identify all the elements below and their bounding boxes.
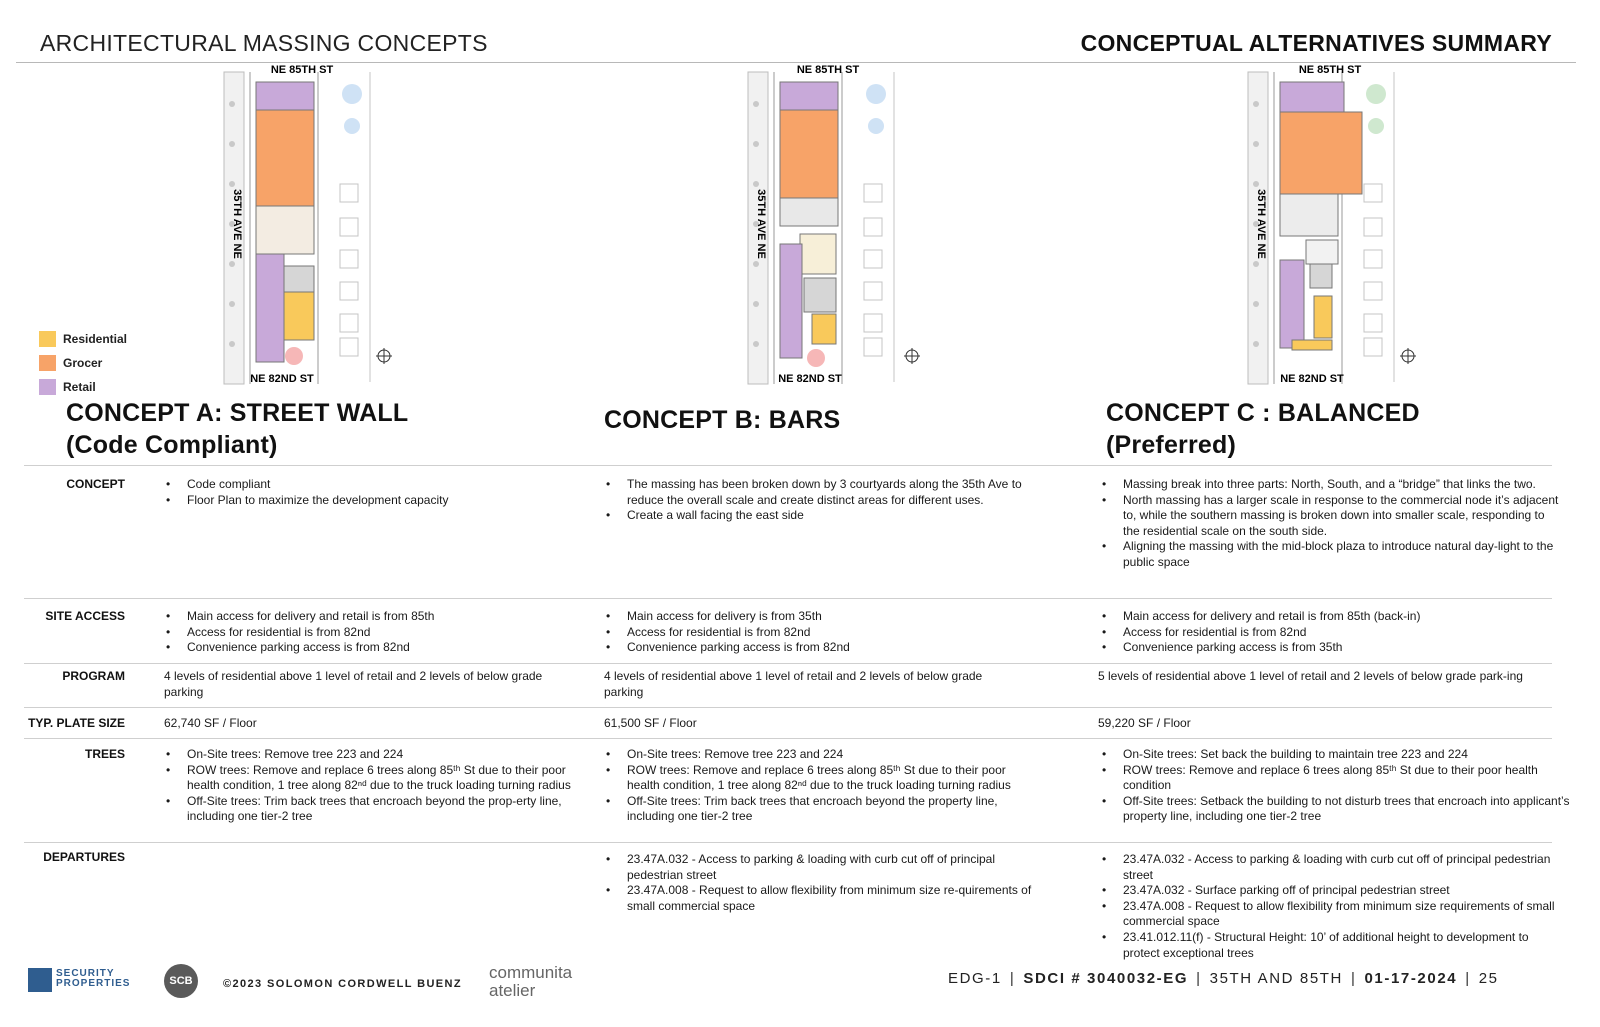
list-item: • 23.47A.008 - Request to allow flexibility from minimum size re-quirements of small commercial space [604,883,1032,914]
security-properties-logo-icon [28,968,52,992]
header-divider [16,62,1576,63]
concept-a-concept-cell [164,477,574,508]
west-street-label: 35TH AVE NE [755,189,767,259]
list-item: • Aligning the massing with the mid-block plaza to introduce natural day-light to the public space [1100,539,1562,570]
list-item: • Access for residential is from 82nd [604,625,1032,641]
list-item: • Main access for delivery is from 35th [604,609,1032,625]
concept-a-trees-cell [164,747,574,825]
concept-a-site-access-cell [164,609,574,656]
south-street-label: NE 82ND ST [1280,373,1344,385]
page-title: CONCEPTUAL ALTERNATIVES SUMMARY [1080,30,1552,56]
footer [0,948,1600,998]
list-item: • North massing has a larger scale in response to the commercial node it’s adjacent to, while the southern massing is broken down into smaller scale, responding to the residential scale on the south side. [1100,493,1562,540]
row-divider [24,598,1552,599]
legend-item-retail [39,375,127,399]
site-plan-concept-b [744,64,956,392]
list-item: • On-Site trees: Set back the building to maintain tree 223 and 224 [1100,747,1570,763]
copyright: ©2023 SOLOMON CORDWELL BUENZ [223,978,463,990]
concept-a-program-cell: 4 levels of residential above 1 level of retail and 2 levels of below grade parking [164,669,543,699]
security-properties-logo: SECURITY PROPERTIES [56,968,131,989]
list-item: • The massing has been broken down by 3 courtyards along the 35th Ave to reduce the overall scale and create distinct areas for different uses. [604,477,1032,508]
south-street-label: NE 82ND ST [778,373,842,385]
legend-item-grocer [39,351,127,375]
north-street-label: NE 85TH ST [270,64,334,76]
concept-a-plate-size-cell: 62,740 SF / Floor [164,716,257,730]
list-item: • 23.47A.008 - Request to allow flexibility from minimum size requirements of small commercial space [1100,899,1566,930]
sdci-number: SDCI # 3040032-EG [1023,970,1189,987]
legend-label: Grocer [63,356,103,370]
grocer-swatch [39,355,56,371]
concept-b-program-cell: 4 levels of residential above 1 level of retail and 2 levels of below grade parking [604,669,983,699]
list-item: • 23.41.012.11(f) - Structural Height: 10’ of additional height to development to protect exceptional trees [1100,930,1566,961]
list-item: • Create a wall facing the east side [604,508,1032,524]
row-label-concept: CONCEPT [66,477,125,491]
west-street-label: 35TH AVE NE [231,189,243,259]
list-item: • Main access for delivery and retail is from 85th [164,609,574,625]
doc-code: EDG-1 [948,970,1002,987]
concept-b-title-line1: CONCEPT B: BARS [604,406,841,434]
concept-c-concept-cell [1100,477,1562,571]
list-item: • 23.47A.032 - Access to parking & loading with curb cut off of principal pedestrian street [1100,852,1566,883]
list-item: • Floor Plan to maximize the development capacity [164,493,574,509]
residential-swatch [39,331,56,347]
row-label-departures: DEPARTURES [43,850,125,864]
scb-logo: SCB [164,964,198,998]
project-name: 35TH AND 85TH [1209,970,1343,987]
list-item: • Access for residential is from 82nd [164,625,574,641]
communita-atelier-logo: communita atelier [489,963,573,1000]
concept-a-title [66,397,408,461]
row-divider [24,465,1552,466]
section-title: ARCHITECTURAL MASSING CONCEPTS [40,30,488,56]
concept-c-title-line2: (Preferred) [1106,431,1237,459]
north-street-label: NE 85TH ST [796,64,860,76]
list-item: • ROW trees: Remove and replace 6 trees along 85ᵗʰ St due to their poor health condition [1100,763,1570,794]
row-divider [24,738,1552,739]
concept-c-plate-size-cell: 59,220 SF / Floor [1098,716,1191,730]
legend-label: Retail [63,380,96,394]
list-item: • Massing break into three parts: North, South, and a “bridge” that links the two. [1100,477,1562,493]
row-label-program: PROGRAM [62,669,125,683]
list-item: • 23.47A.032 - Access to parking & loading with curb cut off of principal pedestrian street [604,852,1032,883]
concept-b-site-access-cell [604,609,1032,656]
list-item: • ROW trees: Remove and replace 6 trees along 85ᵗʰ St due to their poor health condition, 1 tree along 82ⁿᵈ due to the truck loading turning radius [164,763,574,794]
concept-c-title [1106,397,1420,461]
list-item: • ROW trees: Remove and replace 6 trees along 85ᵗʰ St due to their poor health condition, 1 tree along 82ⁿᵈ due to the truck loading turning radius [604,763,1032,794]
concept-c-trees-cell [1100,747,1570,825]
list-item: • Off-Site trees: Setback the building to not disturb trees that encroach into applicant’s property line, including one tier-2 tree [1100,794,1570,825]
concept-c-departures-cell [1100,852,1566,961]
list-item: • Off-Site trees: Trim back trees that encroach beyond the property line, including one tier-2 tree [604,794,1032,825]
list-item: • Convenience parking access is from 35th [1100,640,1562,656]
site-plan-concept-a [220,64,432,392]
row-divider [24,842,1552,843]
concept-a-title-line1: CONCEPT A: STREET WALL [66,399,409,427]
site-plan-concept-c [1244,64,1456,392]
page-number: 25 [1478,970,1499,987]
list-item: • Access for residential is from 82nd [1100,625,1562,641]
south-street-label: NE 82ND ST [250,373,314,385]
concept-b-plate-size-cell: 61,500 SF / Floor [604,716,697,730]
concept-c-site-access-cell [1100,609,1562,656]
document-date: 01-17-2024 [1364,970,1458,987]
concept-b-concept-cell [604,477,1032,524]
row-label-site-access: SITE ACCESS [45,609,125,623]
legend-item-residential [39,327,127,351]
list-item: • On-Site trees: Remove tree 223 and 224 [604,747,1032,763]
list-item: • Off-Site trees: Trim back trees that encroach beyond the prop-erty line, including one tier-2 tree [164,794,574,825]
row-label-trees: TREES [84,747,125,761]
concept-b-trees-cell [604,747,1032,825]
list-item: • Convenience parking access is from 82nd [604,640,1032,656]
concept-b-title [604,404,840,436]
north-street-label: NE 85TH ST [1298,64,1362,76]
list-item: • 23.47A.032 - Surface parking off of principal pedestrian street [1100,883,1566,899]
concept-c-title-line1: CONCEPT C : BALANCED [1106,399,1420,427]
legend-label: Residential [63,332,128,346]
legend [39,327,127,399]
row-divider [24,663,1552,664]
list-item: • On-Site trees: Remove tree 223 and 224 [164,747,574,763]
document-reference: EDG-1 | SDCI # 3040032-EG | 35TH AND 85TH | 01-17-2024 | 25 [948,970,1499,987]
west-street-label: 35TH AVE NE [1255,189,1267,259]
concept-c-program-cell: 5 levels of residential above 1 level of retail and 2 levels of below grade park-ing [1098,669,1523,683]
concept-b-departures-cell [604,852,1032,914]
row-divider [24,707,1552,708]
row-label-plate-size: TYP. PLATE SIZE [28,716,125,730]
list-item: • Main access for delivery and retail is from 85th (back-in) [1100,609,1562,625]
list-item: • Code compliant [164,477,574,493]
retail-swatch [39,379,56,395]
concept-a-title-line2: (Code Compliant) [66,431,278,459]
list-item: • Convenience parking access is from 82nd [164,640,574,656]
